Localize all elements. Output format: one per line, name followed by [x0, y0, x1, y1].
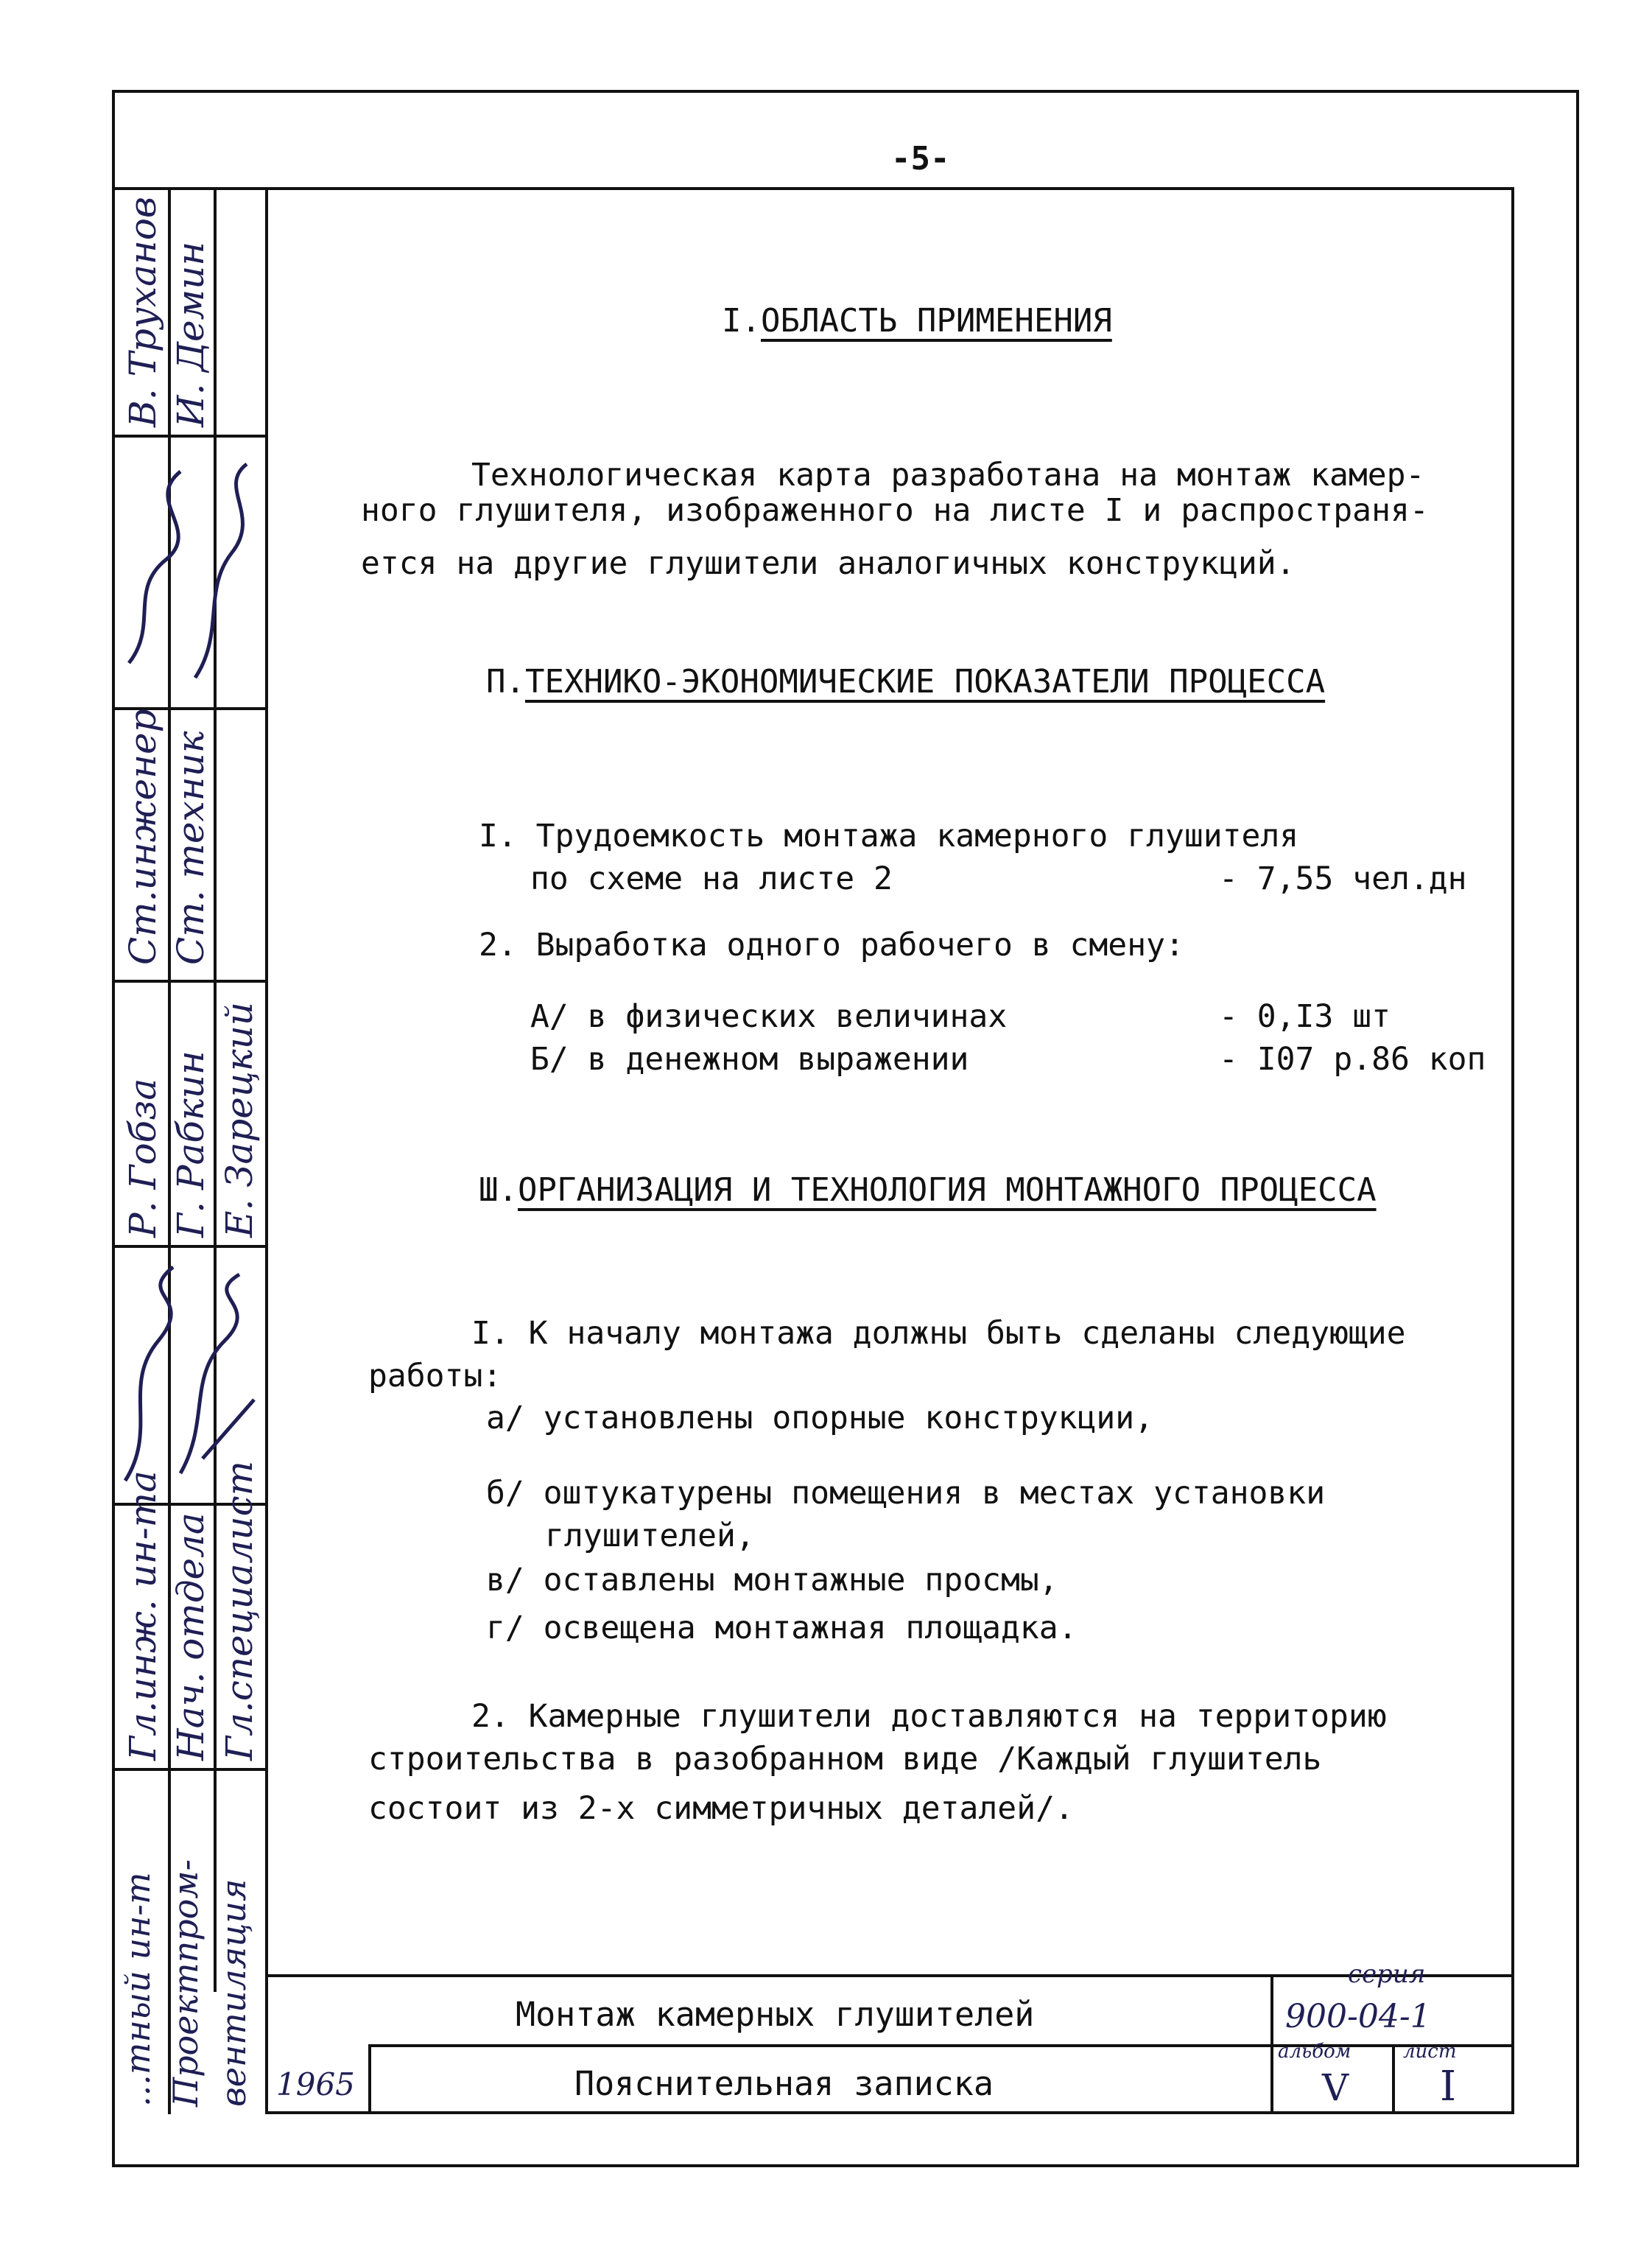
labor-intensity-line-1: I. Трудоемкость монтажа камерного глушителя [479, 818, 1299, 855]
stamp-row-line-1 [112, 435, 265, 438]
org-name-1: ...тный ин-т [118, 1872, 158, 2107]
section-1-para-line-2: ного глушителя, изображенного на листе I и распространя- [361, 492, 1429, 529]
sheet-label: лист [1403, 2041, 1457, 2063]
prep-list-item-b: б/ оштукатурены помещения в местах установки [486, 1475, 1326, 1512]
monetary-value: - I07 р.86 коп [1219, 1041, 1486, 1078]
position-2: Ст. техник [169, 731, 212, 965]
title-block-top-line [265, 1974, 1514, 1977]
stamp-row-line-4 [112, 1245, 265, 1248]
signer-name-1: В. Труханов [122, 196, 164, 427]
preparation-para-line-2: работы: [368, 1358, 502, 1394]
series-value: 900-04-1 [1285, 1998, 1431, 2035]
position-5: Гл.специалист [218, 1461, 261, 1761]
signer-name-4: Г. Рабкин [169, 1050, 212, 1238]
stamp-row-line-3 [112, 980, 265, 983]
org-name-2: Проектпром- [166, 1859, 205, 2107]
album-label: альбом [1278, 2041, 1352, 2063]
delivery-para-line-2: строительства в разобранном виде /Каждый глушитель [368, 1741, 1322, 1778]
prep-list-item-d: г/ освещена монтажная площадка. [486, 1610, 1078, 1646]
output-per-shift: 2. Выработка одного рабочего в смену: [479, 927, 1184, 964]
preparation-para-line-1: I. К началу монтажа должны быть сделаны следующие [471, 1315, 1406, 1352]
delivery-para-line-3: состоит из 2-х симметричных деталей/. [368, 1790, 1074, 1827]
physical-units-value: - 0,I3 шт [1219, 998, 1391, 1035]
prep-list-item-c: в/ оставлены монтажные просмы, [486, 1562, 1058, 1599]
stamp-top-line [112, 187, 265, 190]
signature-scribble-2 [114, 1252, 261, 1495]
sheet-value: I [1440, 2063, 1457, 2111]
org-name-3: вентиляция [214, 1878, 253, 2107]
title-block-right-divider [1270, 1974, 1273, 2114]
stamp-row-line-6 [112, 1768, 265, 1771]
position-4: Нач. отдела [169, 1512, 212, 1761]
position-3: Гл.инж. ин-та [122, 1470, 164, 1761]
section-1-para-line-3: ется на другие глушители аналогичных конструкций. [361, 545, 1296, 582]
labor-intensity-value: - 7,55 чел.дн [1219, 860, 1467, 897]
doc-title: Монтаж камерных глушителей [516, 1995, 1035, 2034]
physical-units-label: А/ в физических величинах [530, 998, 1008, 1035]
signature-scribble-1 [114, 442, 261, 700]
series-label: серия [1348, 1959, 1426, 1989]
monetary-label: Б/ в денежном выражении [530, 1041, 969, 1078]
prep-list-item-b-cont: глушителей, [545, 1518, 755, 1554]
title-block-album-divider [1392, 2044, 1395, 2114]
section-3-title: ОРГАНИЗАЦИЯ И ТЕХНОЛОГИЯ МОНТАЖНОГО ПРОЦЕССА [517, 1171, 1377, 1209]
signer-name-2: И. Демин [169, 241, 212, 427]
album-value: V [1322, 2066, 1349, 2109]
section-1-para-line-1: Технологическая карта разработана на монтаж камер- [471, 457, 1425, 494]
section-2-title: ТЕХНИКО-ЭКОНОМИЧЕСКИЕ ПОКАЗАТЕЛИ ПРОЦЕССА [524, 663, 1326, 701]
section-3-number: Ш. [479, 1171, 518, 1209]
signer-name-3: Р. Гобза [122, 1078, 164, 1238]
doc-subtitle: Пояснительная записка [574, 2064, 994, 2103]
section-1-heading [722, 302, 1112, 340]
signer-name-5: Е. Зарецкий [218, 1002, 261, 1238]
title-block-year-divider [368, 2044, 371, 2114]
section-1-number: I. [722, 302, 761, 340]
labor-intensity-line-2: по схеме на листе 2 [530, 860, 893, 897]
delivery-para-line-1: 2. Камерные глушители доставляются на территорию [471, 1698, 1387, 1735]
year: 1965 [276, 2066, 355, 2102]
section-2-number: П. [486, 663, 525, 701]
prep-list-item-a: а/ установлены опорные конструкции, [486, 1400, 1154, 1436]
section-2-heading [486, 663, 1325, 701]
section-1-title: ОБЛАСТЬ ПРИМЕНЕНИЯ [760, 302, 1112, 340]
section-3-heading [479, 1171, 1377, 1209]
page-number: -5- [891, 140, 950, 178]
position-1: Ст.инженер [122, 709, 164, 965]
